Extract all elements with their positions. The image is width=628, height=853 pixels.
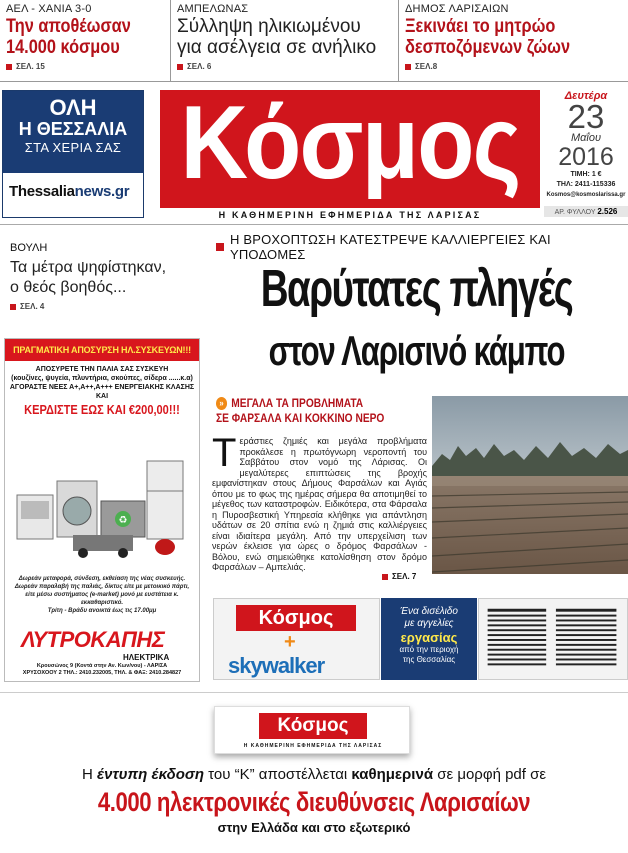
- ad-line: Η ΘΕΣΣΑΛΙΑ: [18, 119, 128, 139]
- teaser-headline: Σύλληψη ηλικιωμένου για ασέλγεια σε ανήλικο: [177, 16, 377, 58]
- jobs-ad[interactable]: Ένα δισέλιδο με αγγελίες εργασίας από την περιοχή της Θεσσαλίας: [381, 598, 477, 680]
- advertiser-logo: ΛΥΤΡΟΚΑΠΗΣ: [21, 627, 165, 652]
- newspaper-subtitle: Η ΚΑΘΗΜΕΡΙΝΗ ΕΦΗΜΕΡΙΔΑ ΤΗΣ ΛΑΡΙΣΑΣ: [243, 743, 383, 749]
- teaser-dimos[interactable]: [398, 0, 628, 82]
- teaser-ampelonas[interactable]: [170, 0, 398, 82]
- teaser-headline: Την αποθέωσαν 14.000 κόσμου: [6, 16, 131, 58]
- date-box: [544, 90, 628, 220]
- teaser-category: ΑΜΠΕΛΩΝΑΣ: [177, 3, 249, 15]
- kosmos-logo: Κόσμος: [236, 605, 356, 631]
- ad-offer: ΚΕΡΔΙΣΤΕ ΕΩΣ ΚΑΙ €200,00!!!: [24, 402, 180, 417]
- plus-icon: +: [284, 631, 296, 653]
- drop-cap: Τ: [212, 431, 237, 475]
- teaser-vouli[interactable]: [10, 242, 205, 311]
- newspaper-subtitle: Η ΚΑΘΗΜΕΡΙΝΗ ΕΦΗΜΕΡΙΔΑ ΤΗΣ ΛΑΡΙΣΑΣ: [218, 210, 482, 220]
- teaser-headline: Τα μέτρα ψηφίστηκαν, ο θεός βοηθός...: [10, 259, 167, 296]
- ad-line: ΣΤΑ ΧΕΡΙΑ ΣΑΣ: [24, 140, 122, 155]
- lead-headline[interactable]: Βαρύτατες πληγές: [260, 260, 573, 318]
- divider: [0, 692, 628, 693]
- ad-line: ΟΛΗ: [49, 95, 97, 120]
- pdf-edition-highlight: 4.000 ηλεκτρονικές διευθύνσεις Λαρισαίων: [97, 787, 531, 817]
- ad-line: ΑΠΟΣΥΡΕΤΕ ΤΗΝ ΠΑΛΙΑ ΣΑΣ ΣΥΣΚΕΥΗ: [35, 366, 169, 373]
- ad-line: ΑΓΟΡΑΣΤΕ ΝΕΕΣ Α+,Α++,Α+++ ΕΝΕΡΓΕΙΑΚΗΣ ΚΛΑΣΗΣ ΚΑΙ: [9, 384, 195, 400]
- pdf-edition-scope: στην Ελλάδα και στο εξωτερικό: [217, 820, 411, 835]
- price: ΤΙΜΗ: 1 €: [570, 171, 602, 178]
- lead-kicker: Η ΒΡΟΧΟΠΤΩΣΗ ΚΑΤΕΣΤΡΕΨΕ ΚΑΛΛΙΕΡΓΕΙΕΣ ΚΑΙ ΥΠΟΔΟΜΕΣ: [216, 232, 628, 262]
- pdf-edition-text: Η έντυπη έκδοση του “Κ” αποστέλλεται καθημερινά σε μορφή pdf σε: [81, 766, 547, 783]
- ad-banner: ΠΡΑΓΜΑΤΙΚΗ ΑΠΟΣΥΡΣΗ ΗΛ.ΣΥΣΚΕΥΩΝ!!!: [5, 339, 199, 361]
- phone: ΤΗΛ: 2411-115336: [556, 181, 616, 188]
- email: Kosmos@kosmoslarissa.gr: [546, 192, 626, 198]
- teaser-ael[interactable]: [0, 0, 170, 82]
- lead-headline-line2[interactable]: στον Λαρισινό κάμπο: [268, 327, 565, 374]
- teaser-category: ΔΗΜΟΣ ΛΑΡΙΣΑΙΩΝ: [405, 3, 509, 15]
- ad-fine-print: Δωρεάν μεταφορά, σύνδεση, εκθείαση της νέας συσκευής. Δωρεάν παραλαβή της παλιάς, δίκτυς είτε με μετοικικό πάρτι, είτε μέσω συστήματος (e-market) μονό με ευστάτεια κ. εκκαθαριστικό. Τρίτη - Βράδυ ανοικτά έως τις 17.00μμ: [14, 576, 190, 614]
- thessalianews-ad[interactable]: [2, 90, 144, 218]
- classifieds-pages-image: [478, 598, 628, 680]
- lead-subheadline: » ΜΕΓΑΛΑ ΤΑ ΠΡΟΒΛΗΜΑΤΑ ΣΕ ΦΑΡΣΑΛΑ ΚΑΙ ΚΟΚΚΙΝΟ ΝΕΡΟ: [216, 396, 385, 425]
- thessalianews-logo: Thessalianews.gr: [9, 183, 130, 200]
- advertiser-address: Κρουσώνος 9 (Κοντά στην Αν. Κων/νου) - ΛΑΡΙΣΑ ΧΡΥΣΟΧΟΟΥ 2 ΤΗΛ.: 2410.232005, ΤΗΛ. & ΦΑΞ: 2410.284827: [22, 663, 182, 676]
- teaser-page-ref: ΣΕΛ. 15: [6, 62, 164, 71]
- svg-text:♻: ♻: [118, 515, 128, 526]
- pdf-edition-thumbnail: [214, 706, 410, 754]
- lead-page-ref: ΣΕΛ. 7: [382, 572, 416, 581]
- skywalker-ad[interactable]: [213, 598, 380, 680]
- teaser-page-ref: ΣΕΛ. 4: [10, 302, 205, 311]
- masthead-logo: [160, 85, 540, 208]
- appliance-trade-in-ad[interactable]: [4, 338, 200, 682]
- teaser-strip: [0, 0, 628, 82]
- teaser-category: ΑΕΛ - ΧΑΝΙΑ 3-0: [6, 3, 92, 15]
- day-number: 23: [567, 98, 605, 135]
- flooded-field-photo: [432, 396, 628, 574]
- appliances-illustration: [13, 451, 193, 559]
- lead-body: Τεράστιες ζημιές και μεγάλα προβλήματα προκάλεσε η πρωτόγνωρη νεροποντή του Σαββάτου στον νομό της Λάρισας. Οι μεγαλύτερες επιπτώσεις της βροχής εμφανίστηκαν στους Δήμους Φαρσάλων και Αγιάς όπου με το φως της ημέρας σήμερα θα αποτιμηθεί το μέγεθος των καταστροφών. Ειδικότερα, στα Φάρσαλα η Πυροσβεστική Υπηρεσία κλήθηκε για απάντληση υδάτων σε 20 σπίτια ενώ η ζημιά στις καλλιέργειες είναι ιδιαίτερα μεγάλη. Από την υπερχείλιση των νερών έκλεισε για ώρες ο δρόμος Φαρσάλων - Βόλου, ενώ σημειώθηκε κατολίσθηση στον δρόμο Φαρσάλων – Αμπελιάς.: [212, 431, 427, 572]
- skywalker-logo: skywalker: [228, 653, 325, 678]
- issue-number: ΑΡ. ΦΥΛΛΟΥ 2.526: [544, 206, 628, 217]
- teaser-category: ΒΟΥΛΗ: [10, 242, 48, 254]
- teaser-page-ref: ΣΕΛ. 6: [177, 62, 392, 71]
- advertiser-tagline: ΗΛΕΚΤΡΙΚΑ: [123, 653, 170, 662]
- year: 2016: [558, 143, 614, 171]
- weekday: Δευτέρα: [564, 90, 608, 102]
- newspaper-title: Κόσμος: [180, 85, 520, 201]
- teaser-page-ref: ΣΕΛ.8: [405, 62, 622, 71]
- ad-line: (κουζίνες, ψυγεία, πλυντήρια, σκούπες, σίδερα ......κ.α): [11, 375, 193, 382]
- double-chevron-icon: »: [216, 397, 227, 410]
- teaser-headline: Ξεκινάει το μητρώο δεσποζόμενων ζώων: [405, 16, 571, 58]
- kosmos-logo: Κόσμος: [259, 713, 367, 739]
- divider: [0, 224, 628, 225]
- month: Μαΐου: [570, 132, 602, 144]
